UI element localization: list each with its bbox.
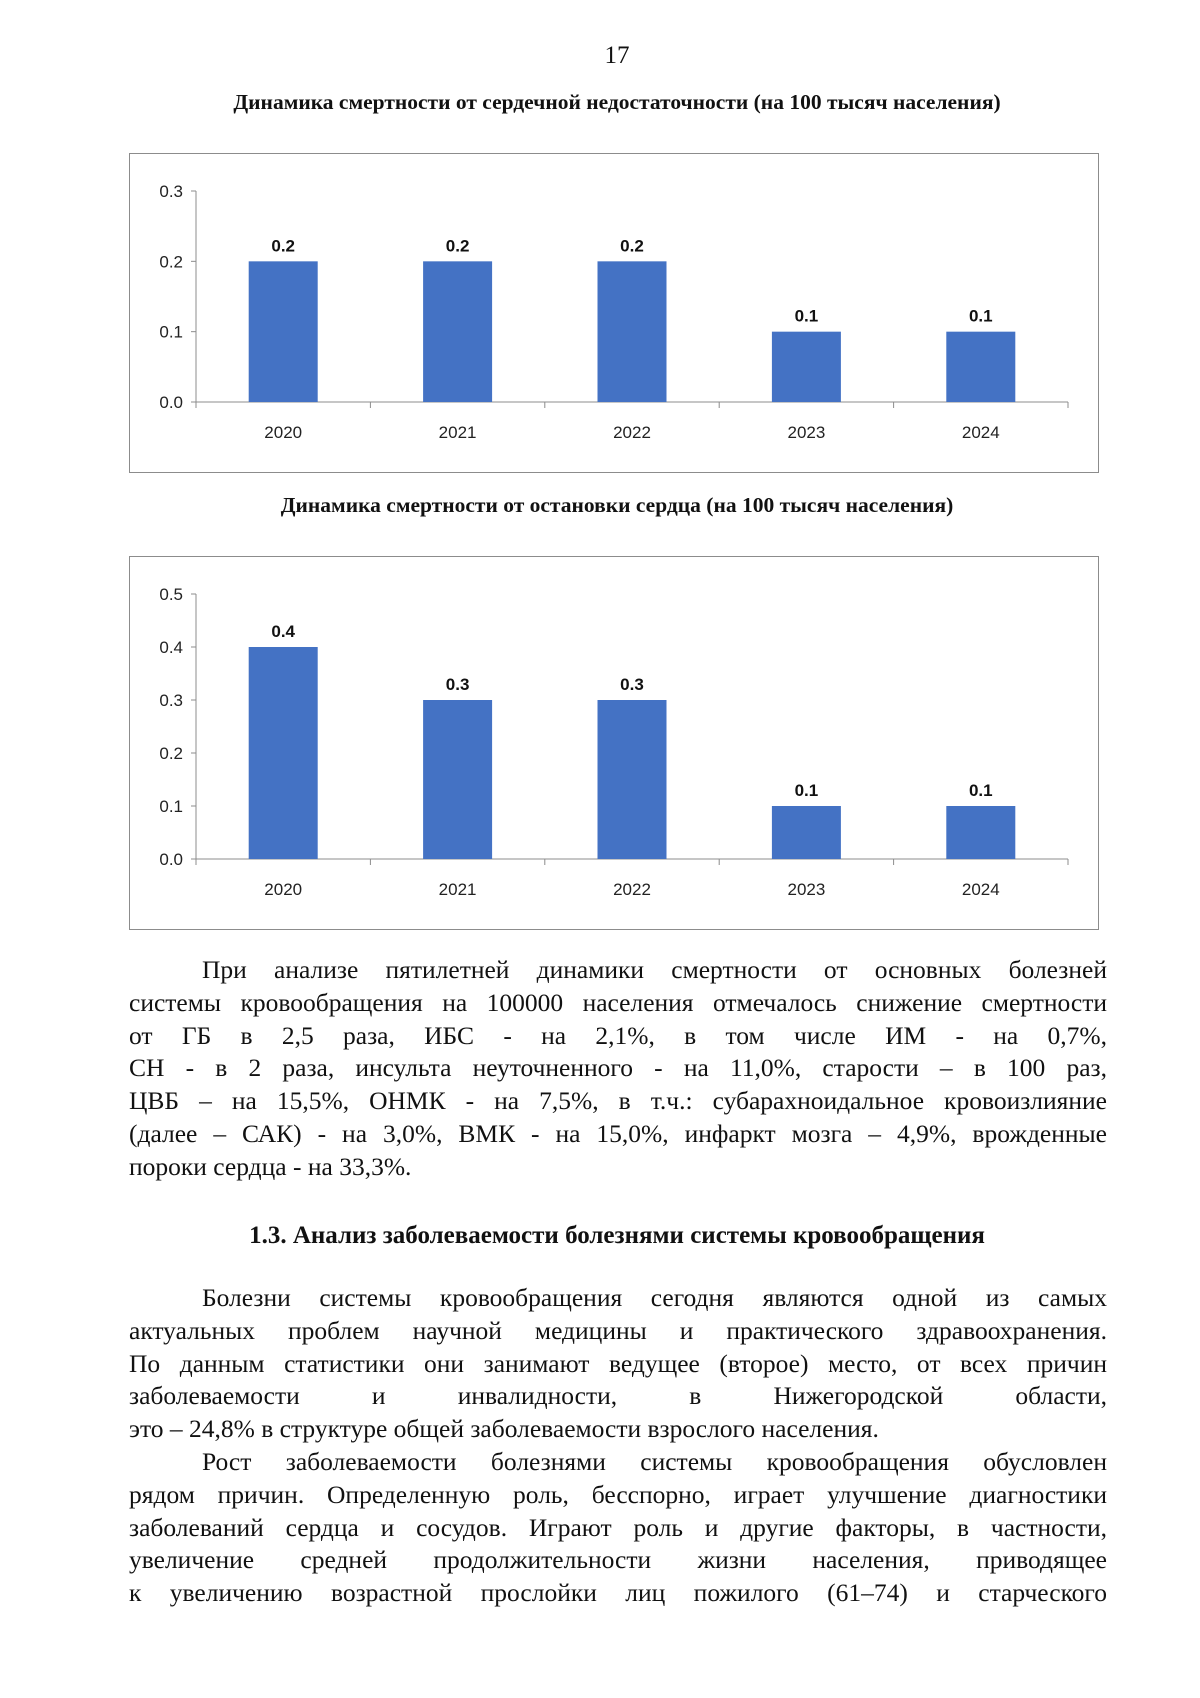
text-line: заболеваний сердца и сосудов. Играют роль и другие факторы, в частности,	[129, 1512, 1107, 1542]
data-label-2023: 0.1	[794, 781, 819, 800]
y-tick-label: 0.0	[159, 850, 183, 869]
y-tick-label: 0.2	[159, 744, 183, 763]
chart-svg-heart-failure	[130, 154, 1100, 474]
chart-cardiac-arrest	[129, 556, 1099, 930]
data-label-2022: 0.3	[620, 675, 644, 694]
text-line: заболеваемости и инвалидности, в Нижегородской области,	[129, 1381, 1107, 1411]
text-line: Болезни системы кровообращения сегодня являются одной из самых	[202, 1283, 1107, 1312]
paragraph-disease-relevance	[129, 1282, 1107, 1446]
bar-2024	[946, 332, 1015, 402]
text-line: увеличение средней продолжительности жизни населения, приводящее	[129, 1545, 1107, 1575]
text-line: При анализе пятилетней динамики смертности от основных болезней	[202, 955, 1107, 984]
paragraph-growth-causes	[129, 1446, 1107, 1610]
y-tick-label: 0.3	[159, 691, 183, 710]
data-label-2021: 0.2	[445, 236, 470, 256]
x-tick-label-2022: 2022	[613, 423, 651, 442]
data-label-2022: 0.2	[620, 236, 644, 256]
text-line: это – 24,8% в структуре общей заболеваемости взрослого населения.	[129, 1414, 879, 1444]
text-line: от ГБ в 2,5 раза, ИБС - на 2,1%, в том числе ИМ - на 0,7%,	[129, 1020, 1107, 1050]
text-line: к увеличению возрастной прослойки лиц пожилого (61–74) и старческого	[129, 1578, 1107, 1608]
data-label-2024: 0.1	[968, 781, 993, 800]
y-tick-label: 0.5	[159, 585, 183, 604]
text-line: СН - в 2 раза, инсульта неуточненного - на 11,0%, старости – в 100 раз,	[129, 1053, 1107, 1083]
bar-2023	[772, 806, 841, 859]
text-line: Рост заболеваемости болезнями системы кровообращения обусловлен	[202, 1447, 1107, 1476]
paragraph-mortality-analysis	[129, 954, 1107, 1184]
x-tick-label-2023: 2023	[787, 423, 826, 442]
x-tick-label-2021: 2021	[438, 880, 477, 899]
text-line: ЦВБ – на 15,5%, ОНМК - на 7,5%, в т.ч.: субарахноидальное кровоизлияние	[129, 1086, 1107, 1116]
data-label-2024: 0.1	[968, 306, 993, 326]
x-tick-label-2022: 2022	[613, 880, 651, 899]
text-line: системы кровообращения на 100000 населения отмечалось снижение смертности	[129, 987, 1107, 1017]
text-line: (далее – САК) - на 3,0%, ВМК - на 15,0%, инфаркт мозга – 4,9%, врожденные	[129, 1118, 1107, 1148]
x-tick-label-2020: 2020	[264, 423, 303, 442]
x-tick-label-2024: 2024	[961, 880, 1000, 899]
x-tick-label-2020: 2020	[264, 880, 303, 899]
y-tick-label: 0.0	[159, 393, 183, 412]
data-label-2021: 0.3	[445, 675, 470, 694]
data-label-2020: 0.4	[271, 622, 296, 641]
chart-heart-failure	[129, 153, 1099, 473]
y-tick-label: 0.3	[159, 182, 183, 201]
y-tick-label: 0.2	[159, 252, 183, 272]
bar-2022	[598, 700, 667, 859]
data-label-2020: 0.2	[271, 236, 296, 256]
section-heading: 1.3. Анализ заболеваемости болезнями системы кровообращения	[249, 1222, 985, 1249]
chart-title-cardiac-arrest: Динамика смертности от остановки сердца (на 100 тысяч населения)	[280, 493, 954, 517]
page-number: 17	[604, 42, 630, 69]
text-line: актуальных проблем научной медицины и практического здравоохранения.	[129, 1315, 1107, 1345]
y-tick-label: 0.1	[159, 322, 183, 342]
x-tick-label-2024: 2024	[961, 423, 1000, 442]
y-tick-label: 0.4	[159, 638, 183, 657]
bar-2020	[249, 647, 318, 859]
chart-svg-cardiac-arrest	[130, 557, 1100, 931]
bar-2021	[423, 261, 492, 402]
bar-2020	[249, 261, 318, 402]
x-tick-label-2023: 2023	[787, 880, 826, 899]
chart-title-heart-failure: Динамика смертности от сердечной недостаточности (на 100 тысяч населения)	[233, 90, 1001, 114]
data-label-2023: 0.1	[794, 306, 819, 326]
bar-2022	[598, 261, 667, 402]
x-tick-label-2021: 2021	[438, 423, 477, 442]
bar-2023	[772, 332, 841, 402]
bar-2021	[423, 700, 492, 859]
text-line: пороки сердца - на 33,3%.	[129, 1151, 412, 1181]
text-line: По данным статистики они занимают ведущее (второе) место, от всех причин	[129, 1348, 1107, 1378]
text-line: рядом причин. Определенную роль, бесспорно, играет улучшение диагностики	[129, 1479, 1107, 1509]
y-tick-label: 0.1	[159, 797, 183, 816]
bar-2024	[946, 806, 1015, 859]
